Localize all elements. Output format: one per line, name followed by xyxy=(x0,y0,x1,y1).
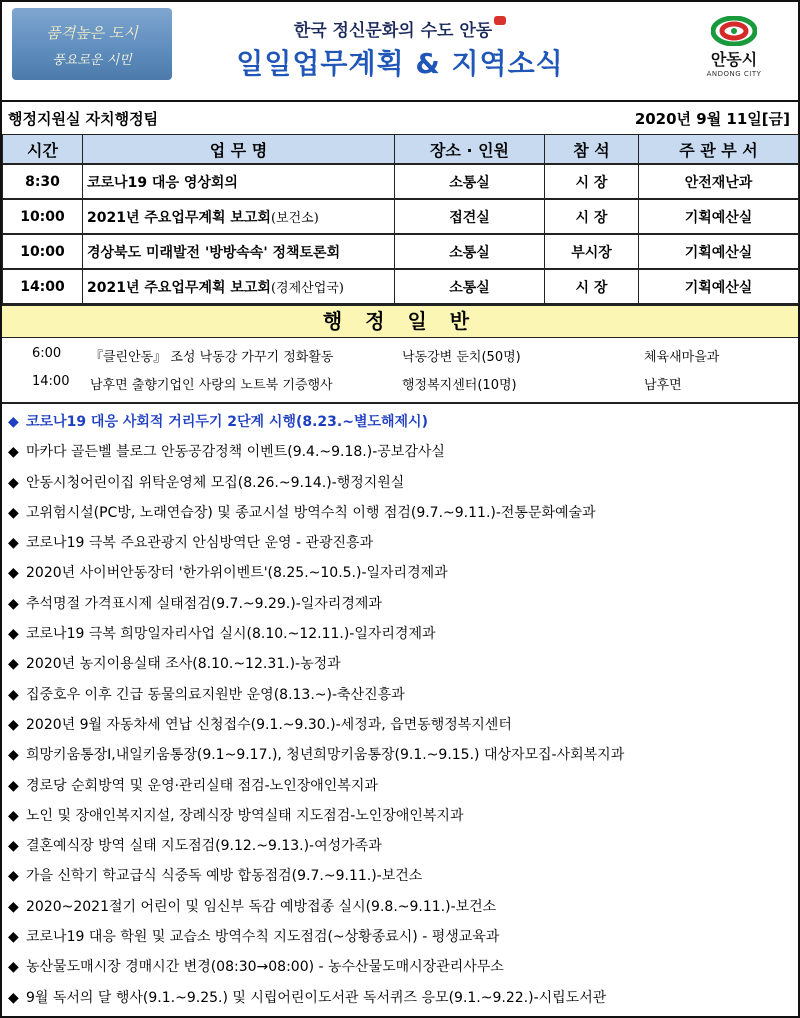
page-title xyxy=(2,42,798,82)
admin-dept: 남후면 xyxy=(644,378,682,393)
admin-place: 행정복지센터(10명) xyxy=(402,378,517,393)
city-emblem-icon xyxy=(711,16,757,46)
schedule-header-row xyxy=(3,135,799,165)
andong-city-logo xyxy=(694,16,774,78)
row-task xyxy=(83,164,395,199)
task-text: 2021년 주요업무계획 보고회 xyxy=(87,279,271,296)
seal-icon xyxy=(494,16,506,25)
news-item-text: 가을 신학기 학교급식 식중독 예방 합동점검(9.7.~9.11.)-보건소 xyxy=(26,868,423,885)
task-text: 2021년 주요업무계획 보고회 xyxy=(87,209,271,226)
schedule-row xyxy=(3,164,799,199)
header-task: 업 무 명 xyxy=(83,135,395,165)
row-task xyxy=(83,199,395,234)
news-item-text: 2020~2021절기 어린이 및 임신부 독감 예방접종 실시(9.8.~9.11.)-보건소 xyxy=(26,898,497,915)
task-note: (보건소) xyxy=(270,210,319,226)
header-place: 장소 · 인원 xyxy=(395,135,545,165)
row-attendee: 시 장 xyxy=(545,269,639,304)
diamond-bullet-icon: ◆ xyxy=(8,929,19,946)
title-part-2: 지역소식 xyxy=(451,47,564,80)
news-item xyxy=(2,832,798,862)
row-task xyxy=(83,269,395,304)
admin-section xyxy=(2,338,798,402)
row-time: 14:00 xyxy=(3,269,83,304)
news-item xyxy=(2,711,798,741)
schedule-table xyxy=(2,134,799,304)
admin-time: 6:00 xyxy=(32,346,62,361)
schedule-row xyxy=(3,234,799,269)
news-item xyxy=(2,559,798,589)
diamond-bullet-icon: ◆ xyxy=(8,747,19,764)
local-news-list xyxy=(2,402,798,1014)
header-attendee: 참 석 xyxy=(545,135,639,165)
admin-row xyxy=(2,346,798,370)
diamond-bullet-icon: ◆ xyxy=(8,656,19,673)
row-attendee: 시 장 xyxy=(545,164,639,199)
news-item xyxy=(2,438,798,468)
row-place: 소통실 xyxy=(395,234,545,269)
admin-row xyxy=(2,374,798,398)
news-item-text: 코로나19 대응 사회적 거리두기 2단계 시행(8.23.~별도해제시) xyxy=(26,414,428,430)
news-item xyxy=(2,984,798,1014)
news-item-text: 농산물도매시장 경매시간 변경(08:30→08:00) - 농수산물도매시장관리사무소 xyxy=(26,959,504,976)
news-item xyxy=(2,499,798,529)
news-item-text: 코로나19 대응 학원 및 교습소 방역수칙 지도점검(~상황종료시) - 평생교육과 xyxy=(26,929,500,946)
news-item-text: 2020년 사이버안동장터 '한가위이벤트'(8.25.~10.5.)-일자리경제과 xyxy=(26,565,448,582)
diamond-bullet-icon: ◆ xyxy=(8,626,19,643)
admin-dept: 체육새마을과 xyxy=(644,350,720,365)
diamond-bullet-icon: ◆ xyxy=(8,868,19,885)
header-dept: 주 관 부 서 xyxy=(639,135,799,165)
news-item-text: 2020년 농지이용실태 조사(8.10.~12.31.)-농정과 xyxy=(26,656,341,673)
diamond-bullet-icon: ◆ xyxy=(8,716,19,733)
row-task xyxy=(83,234,395,269)
news-item xyxy=(2,893,798,923)
news-item xyxy=(2,953,798,983)
news-item xyxy=(2,469,798,499)
diamond-bullet-icon: ◆ xyxy=(8,414,19,430)
diamond-bullet-icon: ◆ xyxy=(8,807,19,824)
news-item-text: 코로나19 극복 희망일자리사업 실시(8.10.~12.11.)-일자리경제과 xyxy=(26,626,436,643)
diamond-bullet-icon: ◆ xyxy=(8,595,19,612)
news-item xyxy=(2,862,798,892)
news-item-text: 9월 독서의 달 행사(9.1.~9.25.) 및 시립어린이도서관 독서퀴즈 응모(9.1.~9.22.)-시립도서관 xyxy=(26,989,607,1006)
news-item-text: 2020년 9월 자동차세 연납 신청접수(9.1.~9.30.)-세정과, 읍면동행정복지센터 xyxy=(26,716,512,733)
row-time: 10:00 xyxy=(3,199,83,234)
row-place: 소통실 xyxy=(395,164,545,199)
news-item xyxy=(2,529,798,559)
admin-place: 낙동강변 둔치(50명) xyxy=(402,350,521,365)
diamond-bullet-icon: ◆ xyxy=(8,504,19,521)
logo-line-2: 풍요로운 시민 xyxy=(52,53,132,68)
news-item xyxy=(2,741,798,771)
news-item xyxy=(2,802,798,832)
schedule-row xyxy=(3,269,799,304)
news-item xyxy=(2,620,798,650)
admin-task: 남후면 출향기업인 사랑의 노트북 기증행사 xyxy=(90,378,333,393)
news-item xyxy=(2,408,798,438)
news-item-text: 집중호우 이후 긴급 동물의료지원반 운영(8.13.~)-축산진흥과 xyxy=(26,686,405,703)
task-note: (경제산업국) xyxy=(270,280,344,296)
row-place: 접견실 xyxy=(395,199,545,234)
row-time: 8:30 xyxy=(3,164,83,199)
diamond-bullet-icon: ◆ xyxy=(8,777,19,794)
news-item xyxy=(2,772,798,802)
diamond-bullet-icon: ◆ xyxy=(8,565,19,582)
report-subheader xyxy=(2,100,798,134)
news-item-text: 추석명절 가격표시제 실태점검(9.7.~9.29.)-일자리경제과 xyxy=(26,595,382,612)
row-dept: 기획예산실 xyxy=(639,199,799,234)
schedule-row xyxy=(3,199,799,234)
news-item-text: 희망키움통장Ⅰ,내일키움통장(9.1~9.17.), 청년희망키움통장(9.1.~9.15.) 대상자모집-사회복지과 xyxy=(26,747,625,764)
row-time: 10:00 xyxy=(3,234,83,269)
news-item-text: 경로당 순회방역 및 운영·관리실태 점검-노인장애인복지과 xyxy=(26,777,378,794)
news-item xyxy=(2,681,798,711)
row-attendee: 부시장 xyxy=(545,234,639,269)
admin-time: 14:00 xyxy=(32,374,70,389)
slogan-text: 한국 정신문화의 수도 안동 xyxy=(293,21,493,41)
task-text: 코로나19 대응 영상회의 xyxy=(87,174,238,191)
diamond-bullet-icon: ◆ xyxy=(8,444,19,461)
news-item-text: 마카다 골든벨 블로그 안동공감정책 이벤트(9.4.~9.18.)-공보감사실 xyxy=(26,444,445,461)
news-item xyxy=(2,923,798,953)
news-item-text: 결혼예식장 방역 실태 지도점검(9.12.~9.13.)-여성가족과 xyxy=(26,838,382,855)
report-date: 2020년 9월 11일[금] xyxy=(634,110,790,128)
admin-section-title: 행 정 일 반 xyxy=(2,304,798,338)
city-name: 안동시 xyxy=(710,50,758,69)
news-item xyxy=(2,650,798,680)
header-time: 시간 xyxy=(3,135,83,165)
row-place: 소통실 xyxy=(395,269,545,304)
title-part-1: 일일업무계획 xyxy=(236,47,405,80)
news-item-text: 코로나19 극복 주요관광지 안심방역단 운영 - 관광진흥과 xyxy=(26,535,374,552)
row-attendee: 시 장 xyxy=(545,199,639,234)
news-item xyxy=(2,590,798,620)
title-ampersand: & xyxy=(415,47,441,80)
row-dept: 안전재난과 xyxy=(639,164,799,199)
news-item-text: 노인 및 장애인복지지설, 장례식장 방역실태 지도점검-노인장애인복지과 xyxy=(26,807,464,824)
department-name: 행정지원실 자치행정팀 xyxy=(8,110,159,128)
row-dept: 기획예산실 xyxy=(639,234,799,269)
row-dept: 기획예산실 xyxy=(639,269,799,304)
diamond-bullet-icon: ◆ xyxy=(8,838,19,855)
report-header xyxy=(2,2,798,100)
diamond-bullet-icon: ◆ xyxy=(8,686,19,703)
city-name-english: ANDONG CITY xyxy=(706,70,762,78)
slogan xyxy=(2,16,798,41)
diamond-bullet-icon: ◆ xyxy=(8,989,19,1006)
admin-task: 『클린안동』 조성 낙동강 가꾸기 정화활동 xyxy=(90,350,334,365)
diamond-bullet-icon: ◆ xyxy=(8,535,19,552)
diamond-bullet-icon: ◆ xyxy=(8,474,19,491)
news-item-text: 고위험시설(PC방, 노래연습장) 및 종교시설 방역수칙 이행 점검(9.7.~9.11.)-전통문화예술과 xyxy=(26,504,596,521)
diamond-bullet-icon: ◆ xyxy=(8,898,19,915)
logo-line-1: 품격높은 도시 xyxy=(46,24,138,42)
task-text: 경상북도 미래발전 '방방속속' 정책토론회 xyxy=(87,244,341,261)
diamond-bullet-icon: ◆ xyxy=(8,959,19,976)
news-item-text: 안동시청어린이집 위탁운영체 모집(8.26.~9.14.)-행정지원실 xyxy=(26,474,405,491)
